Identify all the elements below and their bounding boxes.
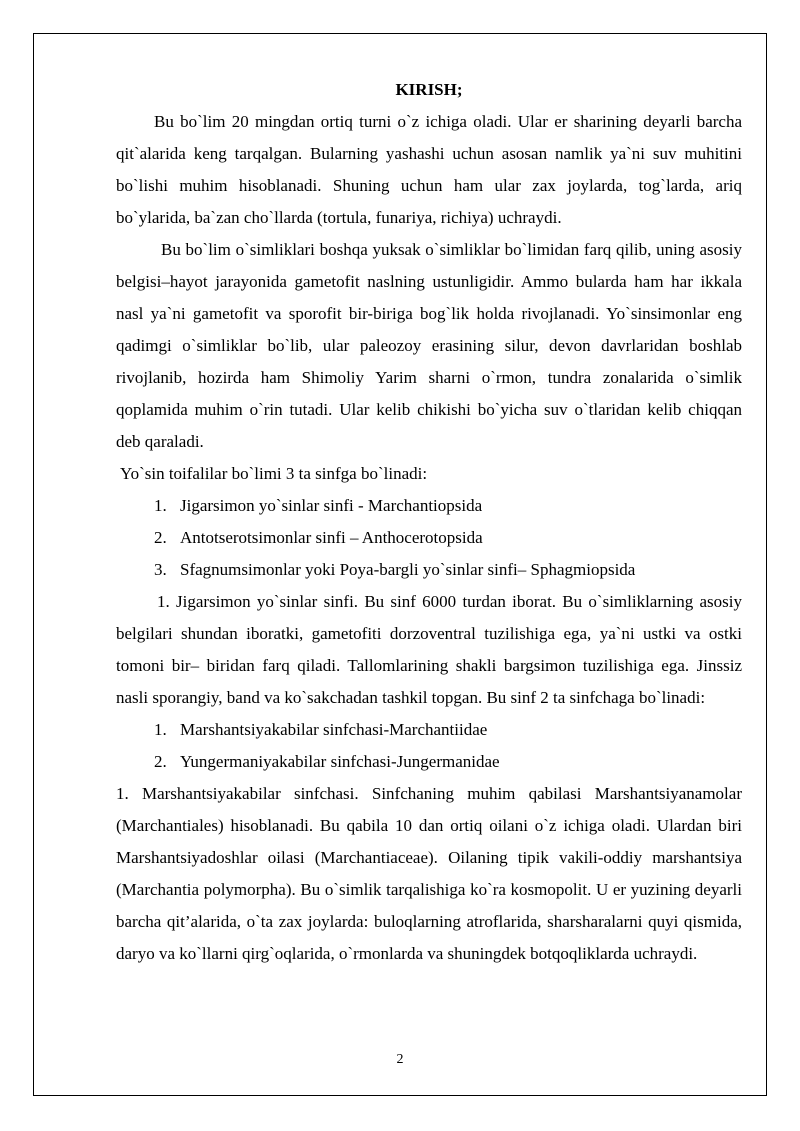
paragraph-features: Bu bo`lim o`simliklari boshqa yuksak o`simliklar bo`limidan farq qilib, uning asosiy belgisi–hayot jarayonida gametofit naslning ustunligidir. Ammo bularda ham har ikkala nasl ya`ni gametofit va sporofit bir-biriga bog`lik holda rivojlanadi. Yo`sinsimonlar eng qadimgi o`simliklar bo`lib, ular paleozoy erasining silur, devon davrlaridan boshlab rivojlanib, hozirda ham Shimoliy Yarim sharni o`rmon, tundra zonalarida o`simlik qoplamida muhim o`rin tutadi. Ular kelib chikishi bo`yicha suv o`tlaridan kelib chiqqan deb qaraladi. (116, 240, 742, 451)
list-item: 1. Marshantsiyakabilar sinfchasi-Marchantiidae (154, 720, 488, 739)
paragraph-marchantiidae: 1. Marshantsiyakabilar sinfchasi. Sinfchaning muhim qabilasi Marshantsiyanamolar (Marchantiales) hisoblanadi. Bu qabila 10 dan ortiq oilani o`z ichiga oladi. Ulardan biri Marshantsiyadoshlar oilasi (Marchantiaceae). Oilaning tipik vakili-oddiy marshantsiya (Marchantia polymorpha). Bu o`simlik tarqalishiga ko`ra kosmopolit. U er yuzining deyarli barcha qit’alarida, o`ta zax joylarda: buloqlarning atroflarida, sharsharalarni quyi qismida, daryo va ko`llarni qirg`oqlarida, o`rmonlarda va shuningdek botqoqliklarda uchraydi. (116, 784, 742, 963)
list-item: 3. Sfagnumsimonlar yoki Poya-bargli yo`sinlar sinfi– Sphagmiopsida (154, 560, 636, 579)
paragraph-liverworts: 1. Jigarsimon yo`sinlar sinfi. Bu sinf 6000 turdan iborat. Bu o`simliklarning asosiy belgilari shundan iboratki, gametofiti dorzoventral tuzilishiga ega, ya`ni ustki va ostki tomoni bir– biridan farq qiladi. Tallomlarining shakli bargsimon tuzilishiga ega. Jinssiz nasli sporangiy, band va ko`sakchadan tashkil topgan. Bu sinf 2 ta sinfchaga bo`linadi: (116, 592, 742, 707)
list-item: 1. Jigarsimon yo`sinlar sinfi - Marchantiopsida (154, 496, 483, 515)
list-item: 2. Yungermaniyakabilar sinfchasi-Jungermanidae (154, 752, 500, 771)
page-title: KIRISH; (395, 80, 463, 99)
paragraph-classes-heading: Yo`sin toifalilar bo`limi 3 ta sinfga bo`linadi: (120, 464, 428, 483)
list-item: 2. Antotserotsimonlar sinfi – Anthocerotopsida (154, 528, 483, 547)
paragraph-intro: Bu bo`lim 20 mingdan ortiq turni o`z ichiga oladi. Ular er sharining deyarli barcha qit`alarida keng tarqalgan. Bularning yashashi uchun asosan namlik ya`ni suv muhitini bo`lishi muhim hisoblanadi. Shuning uchun ham ular zax joylarda, tog`larda, ariq bo`ylarida, ba`zan cho`llarda (tortula, funariya, richiya) uchraydi. (116, 112, 742, 227)
page-number: 2 (396, 1052, 404, 1067)
document-body (116, 74, 742, 970)
